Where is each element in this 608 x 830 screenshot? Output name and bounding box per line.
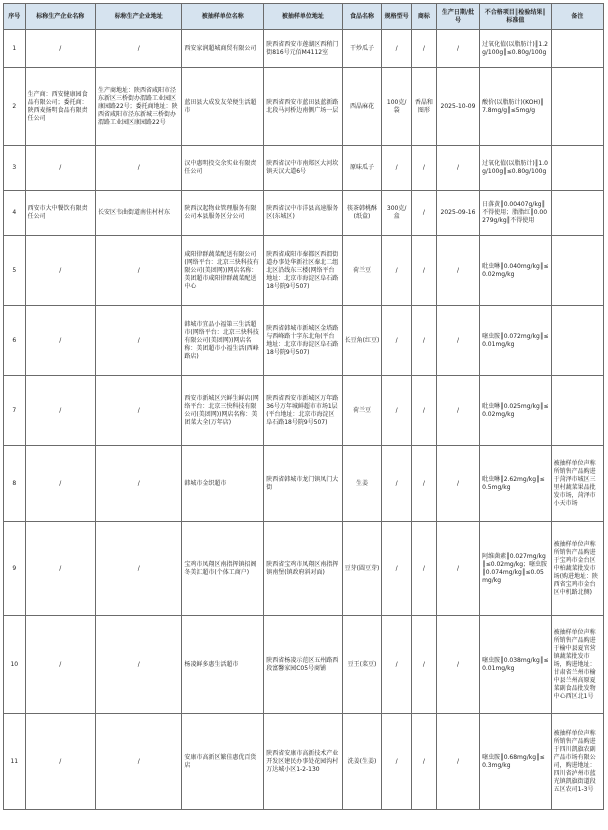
cell-col-producer-address: 生产商地址：陕西省咸阳市泾东新区三桥街办渭路工业园区康园路22号；委托商地址：陕西省咸阳市泾东新城三桥街办渭路工业园区康园路22号 <box>96 68 182 146</box>
cell-col-remark <box>551 236 603 306</box>
cell-col-brand: / <box>411 446 436 522</box>
cell-col-producer-name: / <box>25 616 95 714</box>
cell-col-date: / <box>436 376 479 446</box>
header-col-index: 序号 <box>4 4 26 30</box>
cell-col-brand: / <box>411 616 436 714</box>
cell-col-index: 6 <box>4 306 26 376</box>
cell-col-index: 9 <box>4 522 26 616</box>
cell-col-producer-name: / <box>25 146 95 191</box>
cell-col-sampled-unit: 蓝田县大成发友荣便生活超市 <box>182 68 264 146</box>
cell-col-remark <box>551 376 603 446</box>
cell-col-sampled-unit: 咸阳律群蔬菜配送有限公司(网络平台：北京三快科技有限公司(美团网))网店名称：美团超市咸阳律群蔬菜配送中心 <box>182 236 264 306</box>
cell-col-index: 5 <box>4 236 26 306</box>
cell-col-sampled-address: 陕西省咸阳市秦都区西渭街道办事处华新社区秦北二组北区沿线东三楼(网络平台地址：北京市海淀区阜石路18号院9号507) <box>264 236 342 306</box>
header-col-producer-address: 标称生产企业地址 <box>96 4 182 30</box>
cell-col-index: 8 <box>4 446 26 522</box>
cell-col-food-name: 生姜 <box>342 446 382 522</box>
cell-col-food-name: 西晶麻花 <box>342 68 382 146</box>
cell-col-producer-name: / <box>25 714 95 810</box>
cell-col-index: 11 <box>4 714 26 810</box>
cell-col-date: / <box>436 522 479 616</box>
cell-col-brand: / <box>411 236 436 306</box>
cell-col-food-name: 荷兰豆 <box>342 236 382 306</box>
cell-col-failed-item: 噻虫胺║0.072mg/kg║≤0.01mg/kg <box>480 306 552 376</box>
cell-col-sampled-address: 陕西省韩城市龙门镇凤门大街 <box>264 446 342 522</box>
cell-col-sampled-address: 陕西省西安市莲湖区西稍门街816号元佰M4112室 <box>264 30 342 68</box>
cell-col-food-name: 筷茶韩桃酥(纸盒) <box>342 191 382 236</box>
cell-col-sampled-unit: 西安市新城区兴鲜生鲜店(网络平台：北京三快科技有限公司(美团网))网店名称：美团菜大全(万年店) <box>182 376 264 446</box>
cell-col-brand: / <box>411 376 436 446</box>
cell-col-sampled-unit: 宝鸡市凤翔区南指挥镇招阁冬美汇超市(个体工商户) <box>182 522 264 616</box>
cell-col-failed-item: 酸价(以脂肪计)(KOH)║7.8mg/g║≤5mg/g <box>480 68 552 146</box>
cell-col-date: / <box>436 616 479 714</box>
inspection-table <box>3 3 604 810</box>
cell-col-remark <box>551 30 603 68</box>
cell-col-spec: / <box>382 714 412 810</box>
cell-col-sampled-address: 陕西省杨凌示范区五州路西段富馨家园C05号商铺 <box>264 616 342 714</box>
table-row <box>4 30 604 68</box>
cell-col-spec: 300克/盒 <box>382 191 412 236</box>
cell-col-spec: / <box>382 616 412 714</box>
cell-col-remark: 被抽样单位声称所销售产品购进于榆中县夏官营镇蔬菜批发市场，购进地址：甘肃省兰州市榆中县兰州高原夏菜副食品批发物中心西区北1号 <box>551 616 603 714</box>
cell-col-spec: / <box>382 522 412 616</box>
header-col-spec: 规格型号 <box>382 4 412 30</box>
cell-col-food-name: 荷兰豆 <box>342 376 382 446</box>
cell-col-brand: 香晶和图形 <box>411 68 436 146</box>
header-col-failed-item: 不合格项目║检验结果║标准值 <box>480 4 552 30</box>
cell-col-sampled-unit: 安康市高新区繁佳惠优百货店 <box>182 714 264 810</box>
table-row <box>4 236 604 306</box>
header-col-date: 生产日期/批号 <box>436 4 479 30</box>
header-col-sampled-unit: 被抽样单位名称 <box>182 4 264 30</box>
cell-col-failed-item: 过氧化值(以脂肪计)║1.0g/100g║≤0.80g/100g <box>480 146 552 191</box>
cell-col-sampled-unit: 韩城市宜品小福第三生活超市(网络平台：北京三快科技有限公司(美团网))网店名称：美团超市小福生活(西峰路店) <box>182 306 264 376</box>
cell-col-spec: / <box>382 306 412 376</box>
cell-col-date: / <box>436 306 479 376</box>
cell-col-producer-name: 西安市大中餐饮有限责任公司 <box>25 191 95 236</box>
cell-col-producer-name: / <box>25 30 95 68</box>
cell-col-spec: 100克/袋 <box>382 68 412 146</box>
cell-col-index: 4 <box>4 191 26 236</box>
cell-col-producer-name: 生产商：西安健康园食品有限公司；委托商：陕西麦扬明食品有限责任公司 <box>25 68 95 146</box>
cell-col-brand: / <box>411 306 436 376</box>
cell-col-spec: / <box>382 236 412 306</box>
cell-col-date: / <box>436 30 479 68</box>
cell-col-sampled-unit: 陕西汉起物业管理服务有限公司本县服务区分公司 <box>182 191 264 236</box>
cell-col-producer-address: / <box>96 30 182 68</box>
table-row <box>4 306 604 376</box>
cell-col-failed-item: 过氧化值(以脂肪计)║1.2g/100g║≤0.80g/100g <box>480 30 552 68</box>
cell-col-brand: / <box>411 522 436 616</box>
cell-col-remark <box>551 191 603 236</box>
table-row <box>4 522 604 616</box>
cell-col-spec: / <box>382 146 412 191</box>
cell-col-sampled-address: 陕西省安康市高新技术产业开发区建民办事处花园沟村万达城小区1-2-130 <box>264 714 342 810</box>
table-row <box>4 714 604 810</box>
cell-col-spec: / <box>382 376 412 446</box>
cell-col-remark <box>551 146 603 191</box>
cell-col-food-name: 干炒瓜子 <box>342 30 382 68</box>
header-col-brand: 商标 <box>411 4 436 30</box>
cell-col-index: 2 <box>4 68 26 146</box>
cell-col-remark: 被抽样单位声称所销售产品购进于菏泽市城区三里村蔬菜果品批发市场，菏泽市小天市场 <box>551 446 603 522</box>
table-row <box>4 446 604 522</box>
cell-col-food-name: 豆王(菜豆) <box>342 616 382 714</box>
header-col-food-name: 食品名称 <box>342 4 382 30</box>
cell-col-date: 2025-10-09 <box>436 68 479 146</box>
cell-col-sampled-unit: 杨凌鲜多惠生活超市 <box>182 616 264 714</box>
cell-col-sampled-unit: 韩城市金织超市 <box>182 446 264 522</box>
cell-col-sampled-address: 陕西省西安市蓝田县蓝新路北段马河桥边南侧广场一层 <box>264 68 342 146</box>
cell-col-sampled-address: 陕西省西安市新城区万年路36号万年城鲜超市市场1层(平台地址：北京市海淀区阜石路18号院9号507) <box>264 376 342 446</box>
cell-col-failed-item: 吡虫啉║2.62mg/kg║≤0.5mg/kg <box>480 446 552 522</box>
cell-col-producer-address: / <box>96 146 182 191</box>
cell-col-index: 10 <box>4 616 26 714</box>
cell-col-date: / <box>436 236 479 306</box>
cell-col-brand: / <box>411 714 436 810</box>
cell-col-remark <box>551 306 603 376</box>
cell-col-food-name: 原味瓜子 <box>342 146 382 191</box>
header-col-producer-name: 标称生产企业名称 <box>25 4 95 30</box>
cell-col-sampled-address: 陕西省汉中市洋县高速服务区(东城区) <box>264 191 342 236</box>
cell-col-sampled-address: 陕西省宝鸡市凤翔区南指挥镇南堡(镇政府斜对面) <box>264 522 342 616</box>
cell-col-sampled-unit: 西安家润超城商贸有限公司 <box>182 30 264 68</box>
cell-col-failed-item: 阿维菌素║0.027mg/kg║≤0.02mg/kg；噻虫胺║0.074mg/kg║≤0.05mg/kg <box>480 522 552 616</box>
cell-col-date: / <box>436 714 479 810</box>
table-row <box>4 616 604 714</box>
cell-col-remark: 被抽样单位声称所销售产品购进于宝鸡市金台区中柏蔬菜批发市场(购进地址：陕西省宝鸡市金台区中机路北侧) <box>551 522 603 616</box>
cell-col-producer-name: / <box>25 306 95 376</box>
cell-col-producer-address: / <box>96 522 182 616</box>
cell-col-sampled-address: 陕西省汉中市南郑区大河坎镇天汉大道6号 <box>264 146 342 191</box>
header-col-remark: 备注 <box>551 4 603 30</box>
cell-col-index: 7 <box>4 376 26 446</box>
table-row <box>4 376 604 446</box>
cell-col-spec: / <box>382 30 412 68</box>
cell-col-brand: / <box>411 30 436 68</box>
table-row <box>4 68 604 146</box>
cell-col-date: / <box>436 446 479 522</box>
cell-col-producer-address: / <box>96 376 182 446</box>
header-col-sampled-address: 被抽样单位地址 <box>264 4 342 30</box>
cell-col-producer-address: 长安区韦曲街道南佳村村东 <box>96 191 182 236</box>
table-row <box>4 146 604 191</box>
cell-col-failed-item: 日落黄║0.00407g/kg║不得使用；脂脂红║0.00279g/kg║不得使用 <box>480 191 552 236</box>
cell-col-food-name: 长豆角(红豆) <box>342 306 382 376</box>
cell-col-date: 2025-09-16 <box>436 191 479 236</box>
cell-col-food-name: 豆芽(圆豆芽) <box>342 522 382 616</box>
cell-col-producer-name: / <box>25 376 95 446</box>
cell-col-producer-address: / <box>96 714 182 810</box>
cell-col-index: 3 <box>4 146 26 191</box>
cell-col-producer-name: / <box>25 446 95 522</box>
cell-col-producer-address: / <box>96 446 182 522</box>
cell-col-brand: / <box>411 146 436 191</box>
cell-col-producer-address: / <box>96 236 182 306</box>
table-row <box>4 191 604 236</box>
cell-col-producer-address: / <box>96 306 182 376</box>
cell-col-brand: / <box>411 191 436 236</box>
cell-col-remark: 被抽样单位声称所销售产品购进于四川凯旗农副产品市场有限公司，购进地址：四川省泸州市蓝光镇凯旗街道段五区农司1-3号 <box>551 714 603 810</box>
cell-col-failed-item: 吡虫啉║0.040mg/kg║≤0.02mg/kg <box>480 236 552 306</box>
cell-col-remark <box>551 68 603 146</box>
cell-col-sampled-address: 陕西省韩城市新城区金塔路与西峰路十字东北角(平台地址：北京市海淀区阜石路18号院9号507) <box>264 306 342 376</box>
cell-col-index: 1 <box>4 30 26 68</box>
cell-col-producer-name: / <box>25 236 95 306</box>
cell-col-producer-address: / <box>96 616 182 714</box>
cell-col-producer-name: / <box>25 522 95 616</box>
cell-col-date: / <box>436 146 479 191</box>
cell-col-spec: / <box>382 446 412 522</box>
cell-col-sampled-unit: 汉中惠明投交余实业有限责任公司 <box>182 146 264 191</box>
cell-col-failed-item: 噻虫胺║0.68mg/kg║≤0.3mg/kg <box>480 714 552 810</box>
cell-col-failed-item: 噻虫胺║0.038mg/kg║≤0.01mg/kg <box>480 616 552 714</box>
table-header-row <box>4 4 604 30</box>
cell-col-failed-item: 吡虫啉║0.025mg/kg║≤0.02mg/kg <box>480 376 552 446</box>
cell-col-food-name: 洗姜(生姜) <box>342 714 382 810</box>
